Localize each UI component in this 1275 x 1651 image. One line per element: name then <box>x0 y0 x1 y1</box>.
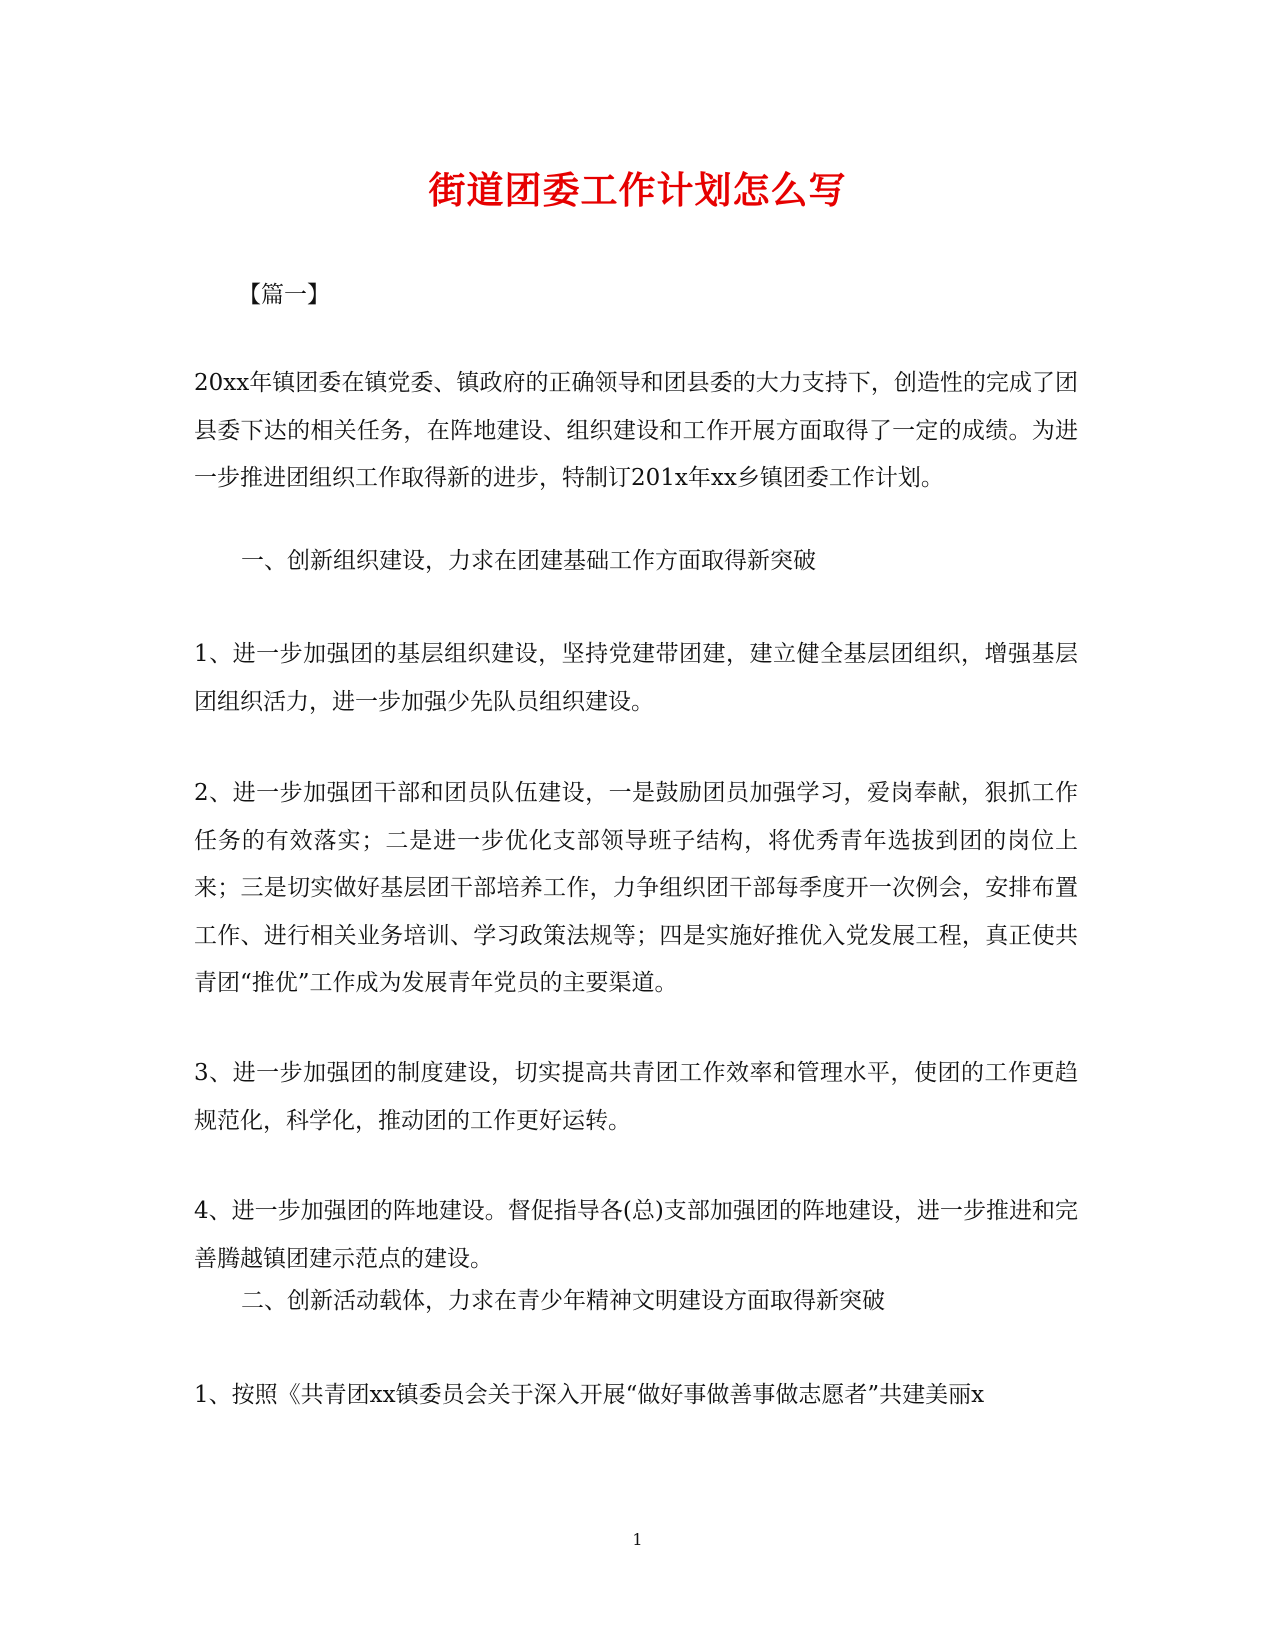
document-title: 街道团委工作计划怎么写 <box>428 168 847 212</box>
paragraph-item-1-3: 3、进一步加强团的制度建设，切实提高共青团工作效率和管理水平，使团的工作更趋规范化，科学化，推动团的工作更好运转。 <box>194 1060 1078 1134</box>
intro-paragraph: 20xx年镇团委在镇党委、镇政府的正确领导和团县委的大力支持下，创造性的完成了团县委下达的相关任务，在阵地建设、组织建设和工作开展方面取得了一定的成绩。为进一步推进团组织工作取得新的进步，特制订201x年xx乡镇团委工作计划。 <box>194 370 1078 491</box>
paragraph-item-2-1: 1、按照《共青团xx镇委员会关于深入开展“做好事做善事做志愿者”共建美丽x <box>194 1382 985 1408</box>
section-label: 【篇一】 <box>238 282 330 308</box>
paragraph-item-1-1: 1、进一步加强团的基层组织建设，坚持党建带团建，建立健全基层团组织，增强基层团组织活力，进一步加强少先队员组织建设。 <box>194 641 1078 715</box>
paragraph-item-1-2: 2、进一步加强团干部和团员队伍建设，一是鼓励团员加强学习，爱岗奉献，狠抓工作任务的有效落实；二是进一步优化支部领导班子结构，将优秀青年选拔到团的岗位上来；三是切实做好基层团干部培养工作，力争组织团干部每季度开一次例会，安排布置工作、进行相关业务培训、学习政策法规等；四是实施好推优入党发展工程，真正使共青团“推优”工作成为发展青年党员的主要渠道。 <box>194 780 1078 996</box>
heading-two: 二、创新活动载体，力求在青少年精神文明建设方面取得新突破 <box>241 1288 885 1314</box>
paragraph-item-1-4: 4、进一步加强团的阵地建设。督促指导各(总)支部加强团的阵地建设，进一步推进和完善腾越镇团建示范点的建设。 <box>194 1198 1078 1272</box>
page-number: 1 <box>632 1530 643 1549</box>
heading-one: 一、创新组织建设，力求在团建基础工作方面取得新突破 <box>241 548 816 574</box>
